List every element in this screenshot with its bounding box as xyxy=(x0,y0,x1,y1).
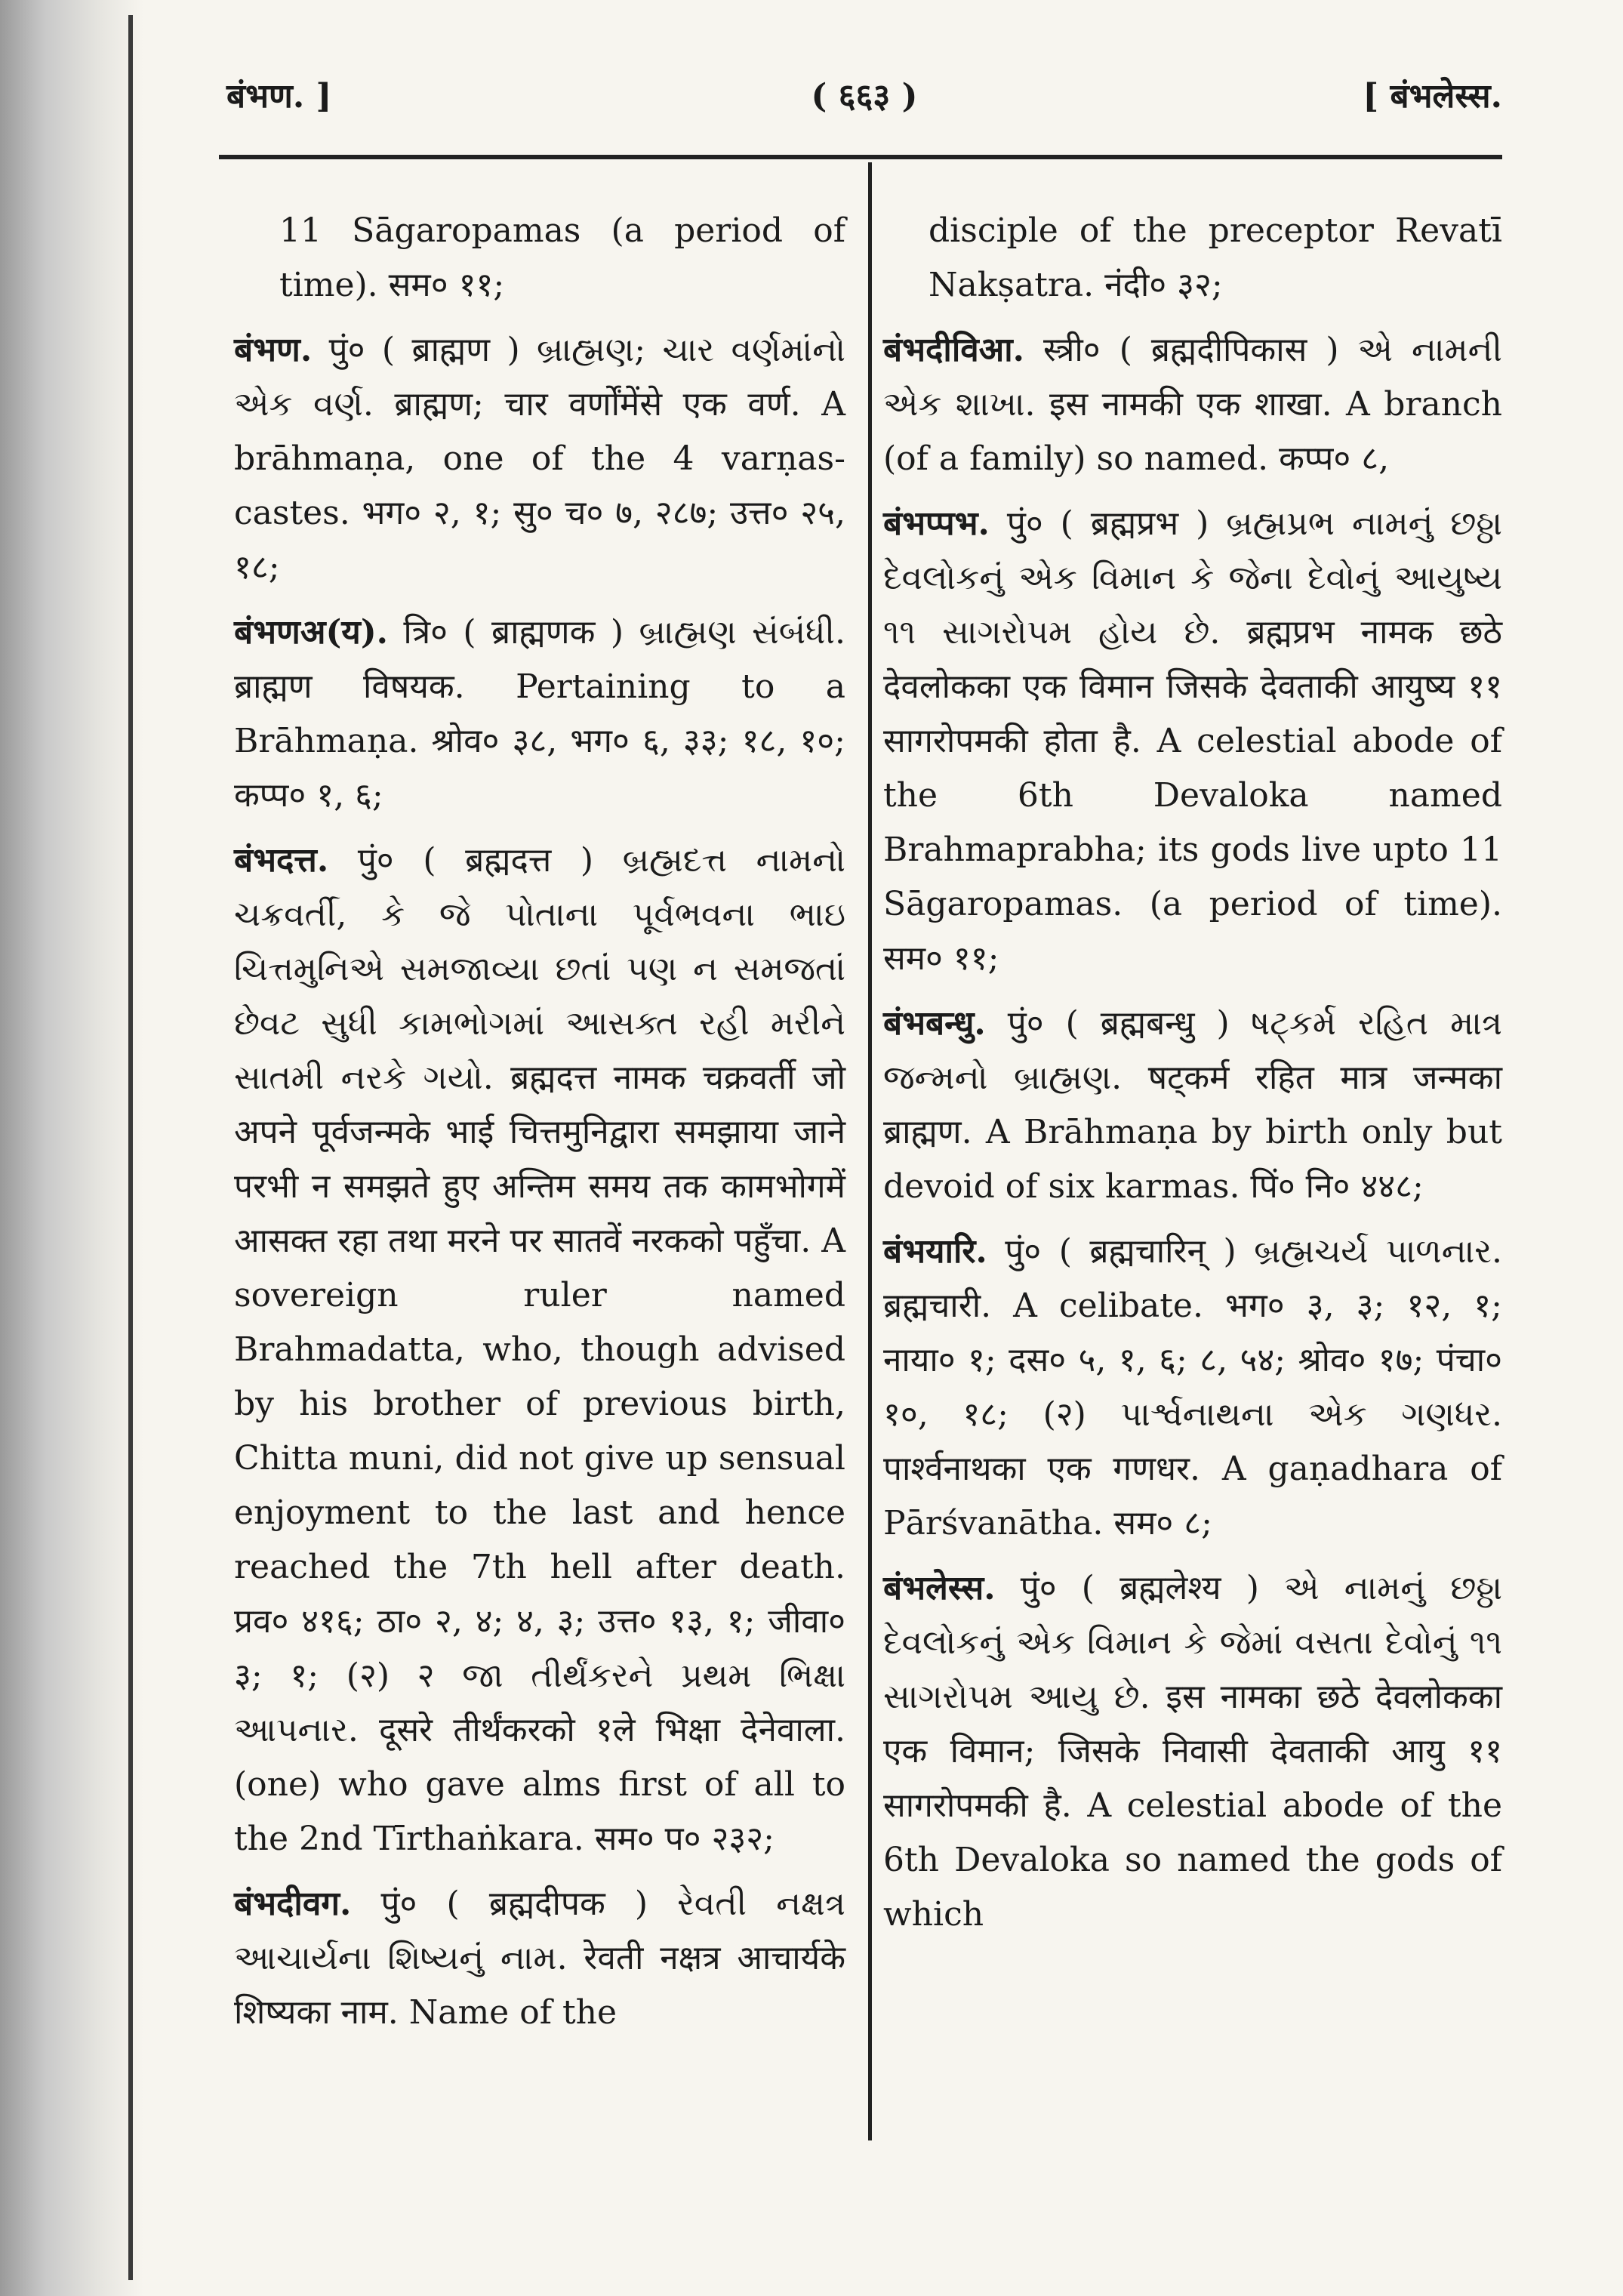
dictionary-entry xyxy=(234,323,845,595)
dictionary-entry xyxy=(234,834,845,1866)
entry-body: पुं० ( ब्रह्मचारिन् ) બ્રહ્મચર્ય પાળનાર. ब्रह्मचारी. A celibate. भग० ३, ३; १२, १; नाया० १; दस० ५, १, ६; ८, ५४; श्रोव० १७; पंचा० १०, १८; (२) પાર્શ્વનાથના એક ગણધર. पार्श्वनाथका एक गणधर. A gaṇadhara of Pārśvanātha. सम० ८; xyxy=(883,1232,1502,1542)
header-first-word: बंभण. ] xyxy=(226,77,332,116)
entry-headword: बंभदीवग. xyxy=(234,1885,352,1923)
binding-edge xyxy=(128,15,133,2280)
entry-body: 11 Sāgaropamas (a period of time). सम० ११; xyxy=(279,211,845,304)
entry-body: त्रि० ( ब्राह्मणक ) બ્રાહ્મણ સંબંધી. ब्राह्मण विषयक. Pertaining to a Brāhmaṇa. श्रोव० ३८, भग० ६, ३३; १८, १०; कप्प० १, ६; xyxy=(234,613,845,815)
dictionary-entry xyxy=(234,204,845,313)
entry-body: पुं० ( ब्रह्मप्रभ ) બ્રહ્મપ્રભ નામનું છઠ્ઠા દેવલોકનું એક વિમાન કે જેના દેવોનું આયુષ્ય ૧૧ સાગરોપમ હોય છે. ब्रह्मप्रभ नामक छठे देवलोकका एक विमान जिसके देवताकी आयुष्य ११ सागरोपमकी होता है. A celestial abode of the 6th Devaloka named Brahmaprabha; its gods live upto 11 Sāgaropamas. (a period of time). सम० ११; xyxy=(883,504,1502,978)
dictionary-entry xyxy=(883,323,1502,486)
entry-headword: बंभप्पभ. xyxy=(883,504,990,543)
page-binding-shadow xyxy=(0,0,143,2296)
entry-body: स्त्री० ( ब्रह्मदीपिकास ) એ નામની એક શાખા. इस नामकी एक शाखा. A branch (of a family) so named. कप्प० ८, xyxy=(883,331,1502,478)
entry-body: पुं० ( ब्रह्मदीपक ) રેવતી નક્ષત્ર આચાર્યના શિષ્યનું નામ. रेवती नक्षत्र आचार्यके शिष्यका नाम. Name of the xyxy=(234,1885,845,2032)
entry-headword: बंभण. xyxy=(234,331,313,369)
entry-body: पुं० ( ब्रह्मलेश्य ) એ નામનું છઠ્ઠા દેવલોકનું એક વિમાન કે જેમાં વસતા દેવોનું ૧૧ સાગરોપમ આયુ છે. इस नामका छठे देवलोकका एक विमान; जिसके निवासी देवताकी आयु ११ सागरोपमकी है. A celestial abode of the 6th Devaloka so named the gods of which xyxy=(883,1569,1502,1934)
entry-headword: बंभदत्त. xyxy=(234,841,329,880)
page-number: ( ६६३ ) xyxy=(811,77,918,116)
dictionary-entry xyxy=(234,1877,845,2040)
dictionary-entry xyxy=(883,1225,1502,1551)
dictionary-entry xyxy=(234,606,845,823)
entry-body: disciple of the preceptor Revatī Nakṣatra. नंदी० ३२; xyxy=(929,211,1502,304)
entry-headword: बंभलेस्स. xyxy=(883,1569,996,1607)
dictionary-entry xyxy=(883,497,1502,986)
entry-headword: बंभदीविआ. xyxy=(883,331,1024,369)
entry-body: पुं० ( ब्रह्मबन्धु ) ષટ્કર્મ રહિત માત્ર જન્મનો બ્રાહ્મણ. षट्कर्म रहित मात्र जन्मका ब्राह्मण. A Brāhmaṇa by birth only but devoid of six karmas. पिं० नि० ४४८; xyxy=(883,1004,1502,1206)
entry-headword: बंभयारि. xyxy=(883,1232,987,1271)
header-last-word: [ बंभलेस्स. xyxy=(1363,77,1502,116)
left-column xyxy=(234,204,845,2051)
entry-body: पुं० ( ब्रह्मदत्त ) બ્રહ્મદત્ત નામનો ચક્રવર્તી, કે જે પોતાના પૂર્વભવના ભાઇ ચિત્તમુનિએ સમજાવ્યા છતાં પણ ન સમજતાં છેવટ સુધી કામભોગમાં આસક્ત રહી મરીને સાતમી નરકે ગયો. ब्रह्मदत्त नामक चक्रवर्ती जो अपने पूर्वजन्मके भाई चित्तमुनिद्वारा समझाया जाने परभी न समझते हुए अन्तिम समय तक कामभोगमें आसक्त रहा तथा मरने पर सातवें नरकको पहुँचा. A sovereign ruler named Brahmadatta, who, though advised by his brother of previous birth, Chitta muni, did not give up sensual enjoyment to the last and hence reached the 7th hell after death. प्रव० ४१६; ठा० २, ४; ४, ३; उत्त० १३, १; जीवा० ३; १; (२) २ જા તીર્થંકરને પ્રથમ ભિક્ષા આપનાર. दूसरे तीर्थंकरको १ले भिक्षा देनेवाला. (one) who gave alms first of all to the 2nd Tīrthaṅkara. सम० प० २३२; xyxy=(234,841,845,1858)
page-header xyxy=(226,72,1502,132)
dictionary-entry xyxy=(883,1561,1502,1942)
entry-headword: बंभबन्धु. xyxy=(883,1004,986,1043)
column-divider xyxy=(868,162,872,2140)
right-column xyxy=(883,204,1502,1952)
dictionary-entry xyxy=(883,997,1502,1214)
header-rule xyxy=(219,155,1502,159)
entry-headword: बंभणअ(य). xyxy=(234,613,388,652)
dictionary-entry xyxy=(883,204,1502,313)
entry-body: पुं० ( ब्राह्मण ) બ્રાહ્મણ; ચાર વર્ણમાંનો એક વર્ણ. ब्राह्मण; चार वर्णोंमेंसे एक वर्ण. A brāhmaṇa, one of the 4 varṇas-castes. भग० २, १; सु० च० ७, २८७; उत्त० २५, १८; xyxy=(234,331,845,587)
